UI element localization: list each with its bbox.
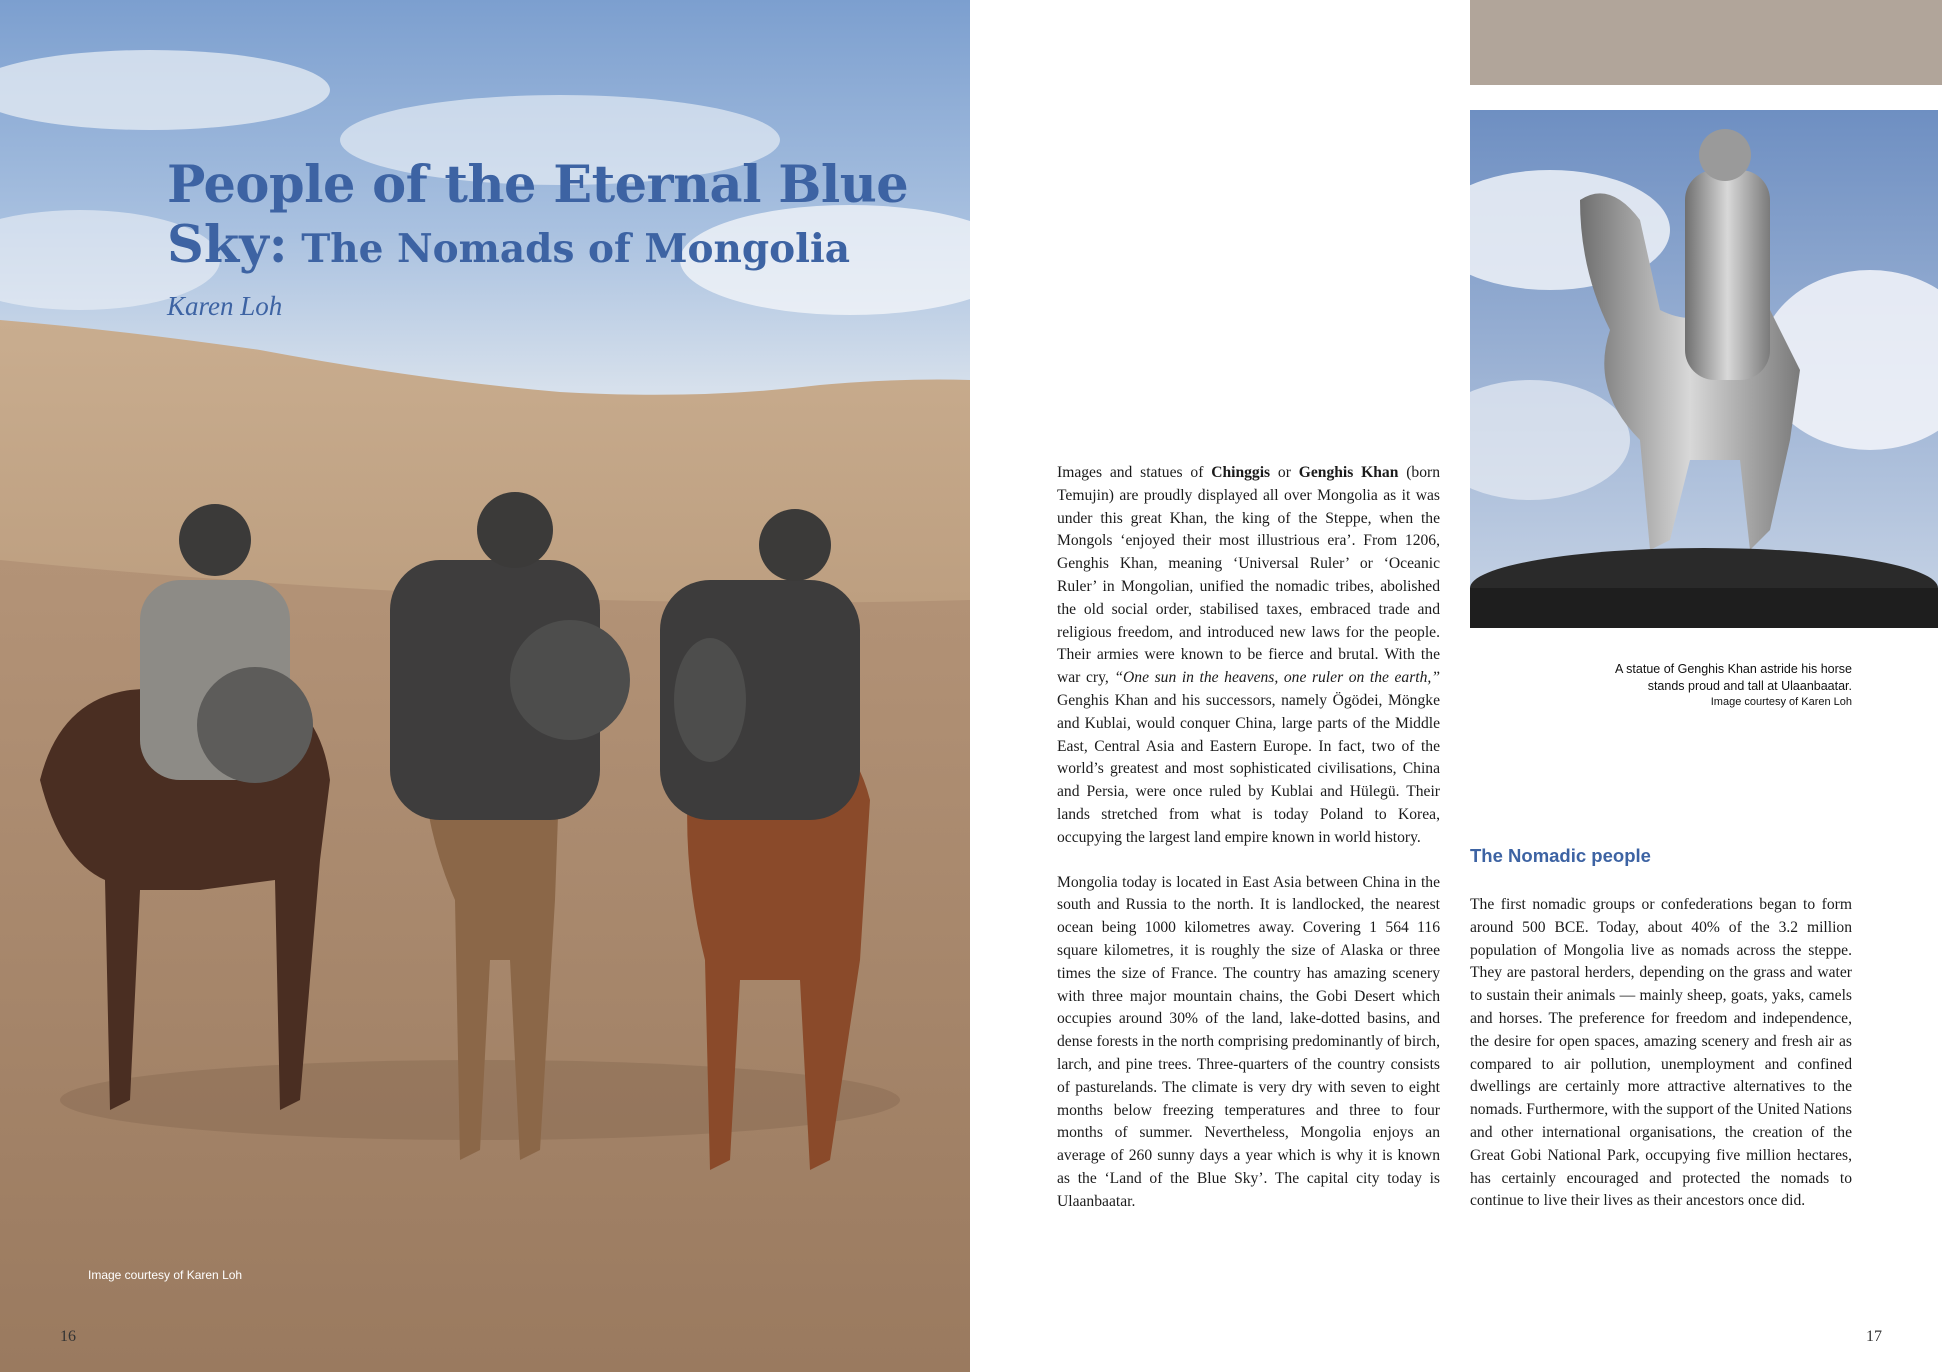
body-column-1	[1057, 462, 1440, 1236]
title-subtitle: The Nomads of Mongolia	[287, 226, 851, 272]
paragraph-1	[1057, 462, 1440, 850]
article-title	[167, 155, 947, 287]
p1-text-e: (born Temujin) are proudly displayed all over Mongolia as it was under this great Khan, the king of the Steppe, when the Mongols ‘enjoyed their most illustrious era’. From 1206, Genghis Khan, meaning ‘Universal Ruler’ or ‘Oceanic Ruler’ in Mongolian, unified the nomadic tribes, abolished the old social order, stabilised taxes, embraced trade and religious freedom, and introduced new laws for the people. Their armies were known to be fierce and brutal. With the war cry,	[1057, 464, 1440, 687]
photo-caption	[1470, 661, 1852, 710]
p1-bold-chinggis: Chinggis	[1211, 464, 1271, 481]
title-lead: Sky:	[167, 215, 288, 275]
genghis-statue-photo	[1470, 110, 1938, 628]
caption-line-2: stands proud and tall at Ulaanbaatar.	[1647, 679, 1852, 693]
section-heading: The Nomadic people	[1470, 845, 1651, 866]
page-number-right: 17	[1866, 1328, 1882, 1345]
title-line-2	[167, 215, 947, 287]
p1-bold-genghis: Genghis Khan	[1298, 464, 1399, 481]
p1-war-cry: “One sun in the heavens, one ruler on the earth,”	[1114, 669, 1441, 687]
caption-line-1: A statue of Genghis Khan astride his horse	[1615, 662, 1852, 676]
decorative-band	[1470, 0, 1942, 85]
photo-credit: Image courtesy of Karen Loh	[88, 1268, 243, 1282]
paragraph-2: Mongolia today is located in East Asia between China in the south and Russia to the north. It is landlocked, the nearest ocean being 1000 kilometres away. Covering 1 564 116 square kilometres, it is roughly the size of Alaska or three times the size of France. The country has amazing scenery with three major mountain chains, the Gobi Desert which occupies around 30% of the land, lake-dotted basins, and dense forests in the north comprising predominantly of birch, larch, and pine trees. Three-quarters of the country consists of pasturelands. The climate is very dry with seven to eight months below freezing temperatures and three to four months of summer. Nevertheless, Mongolia enjoys an average of 260 sunny days a year which is why it is known as the ‘Land of the Blue Sky’. The capital city today is Ulaanbaatar.	[1057, 873, 1440, 1210]
p1-text-c: or	[1270, 464, 1299, 481]
title-line-1: People of the Eternal Blue	[167, 155, 909, 215]
caption-credit: Image courtesy of Karen Loh	[1710, 696, 1852, 708]
author-name: Karen Loh	[167, 291, 283, 321]
p1-text-a: Images and statues of	[1057, 464, 1212, 481]
paragraph-3: The first nomadic groups or confederations began to form around 500 BCE. Today, about 40% of the 3.2 million population of Mongolia live as nomads across the steppe. They are pastoral herders, depending on the grass and water to sustain their animals — mainly sheep, goats, yaks, camels and horses. The preference for freedom and independence, the desire for open spaces, amazing scenery and fresh air as compared to air pollution, unemployment and confined dwellings are certainly more attractive alternatives to the nomads. Furthermore, with the support of the United Nations and other international organisations, the creation of the Great Gobi National Park, occupying five million hectares, has certainly encouraged and protected the nomads to continue to live their lives as their ancestors once did.	[1470, 896, 1852, 1210]
p1-text-g: Genghis Khan and his successors, namely Ögödei, Möngke and Kublai, would conquer China, large parts of the Middle East, Central Asia and Eastern Europe. In fact, two of the world’s greatest and most sophisticated civilisations, China and Persia, were once ruled by Kublai and Hülegü. Their lands stretched from what is today Poland to Korea, occupying the largest land empire known in world history.	[1057, 691, 1440, 846]
left-page	[0, 0, 970, 1372]
page-number-left: 16	[60, 1328, 76, 1345]
body-column-2	[1470, 894, 1852, 1213]
